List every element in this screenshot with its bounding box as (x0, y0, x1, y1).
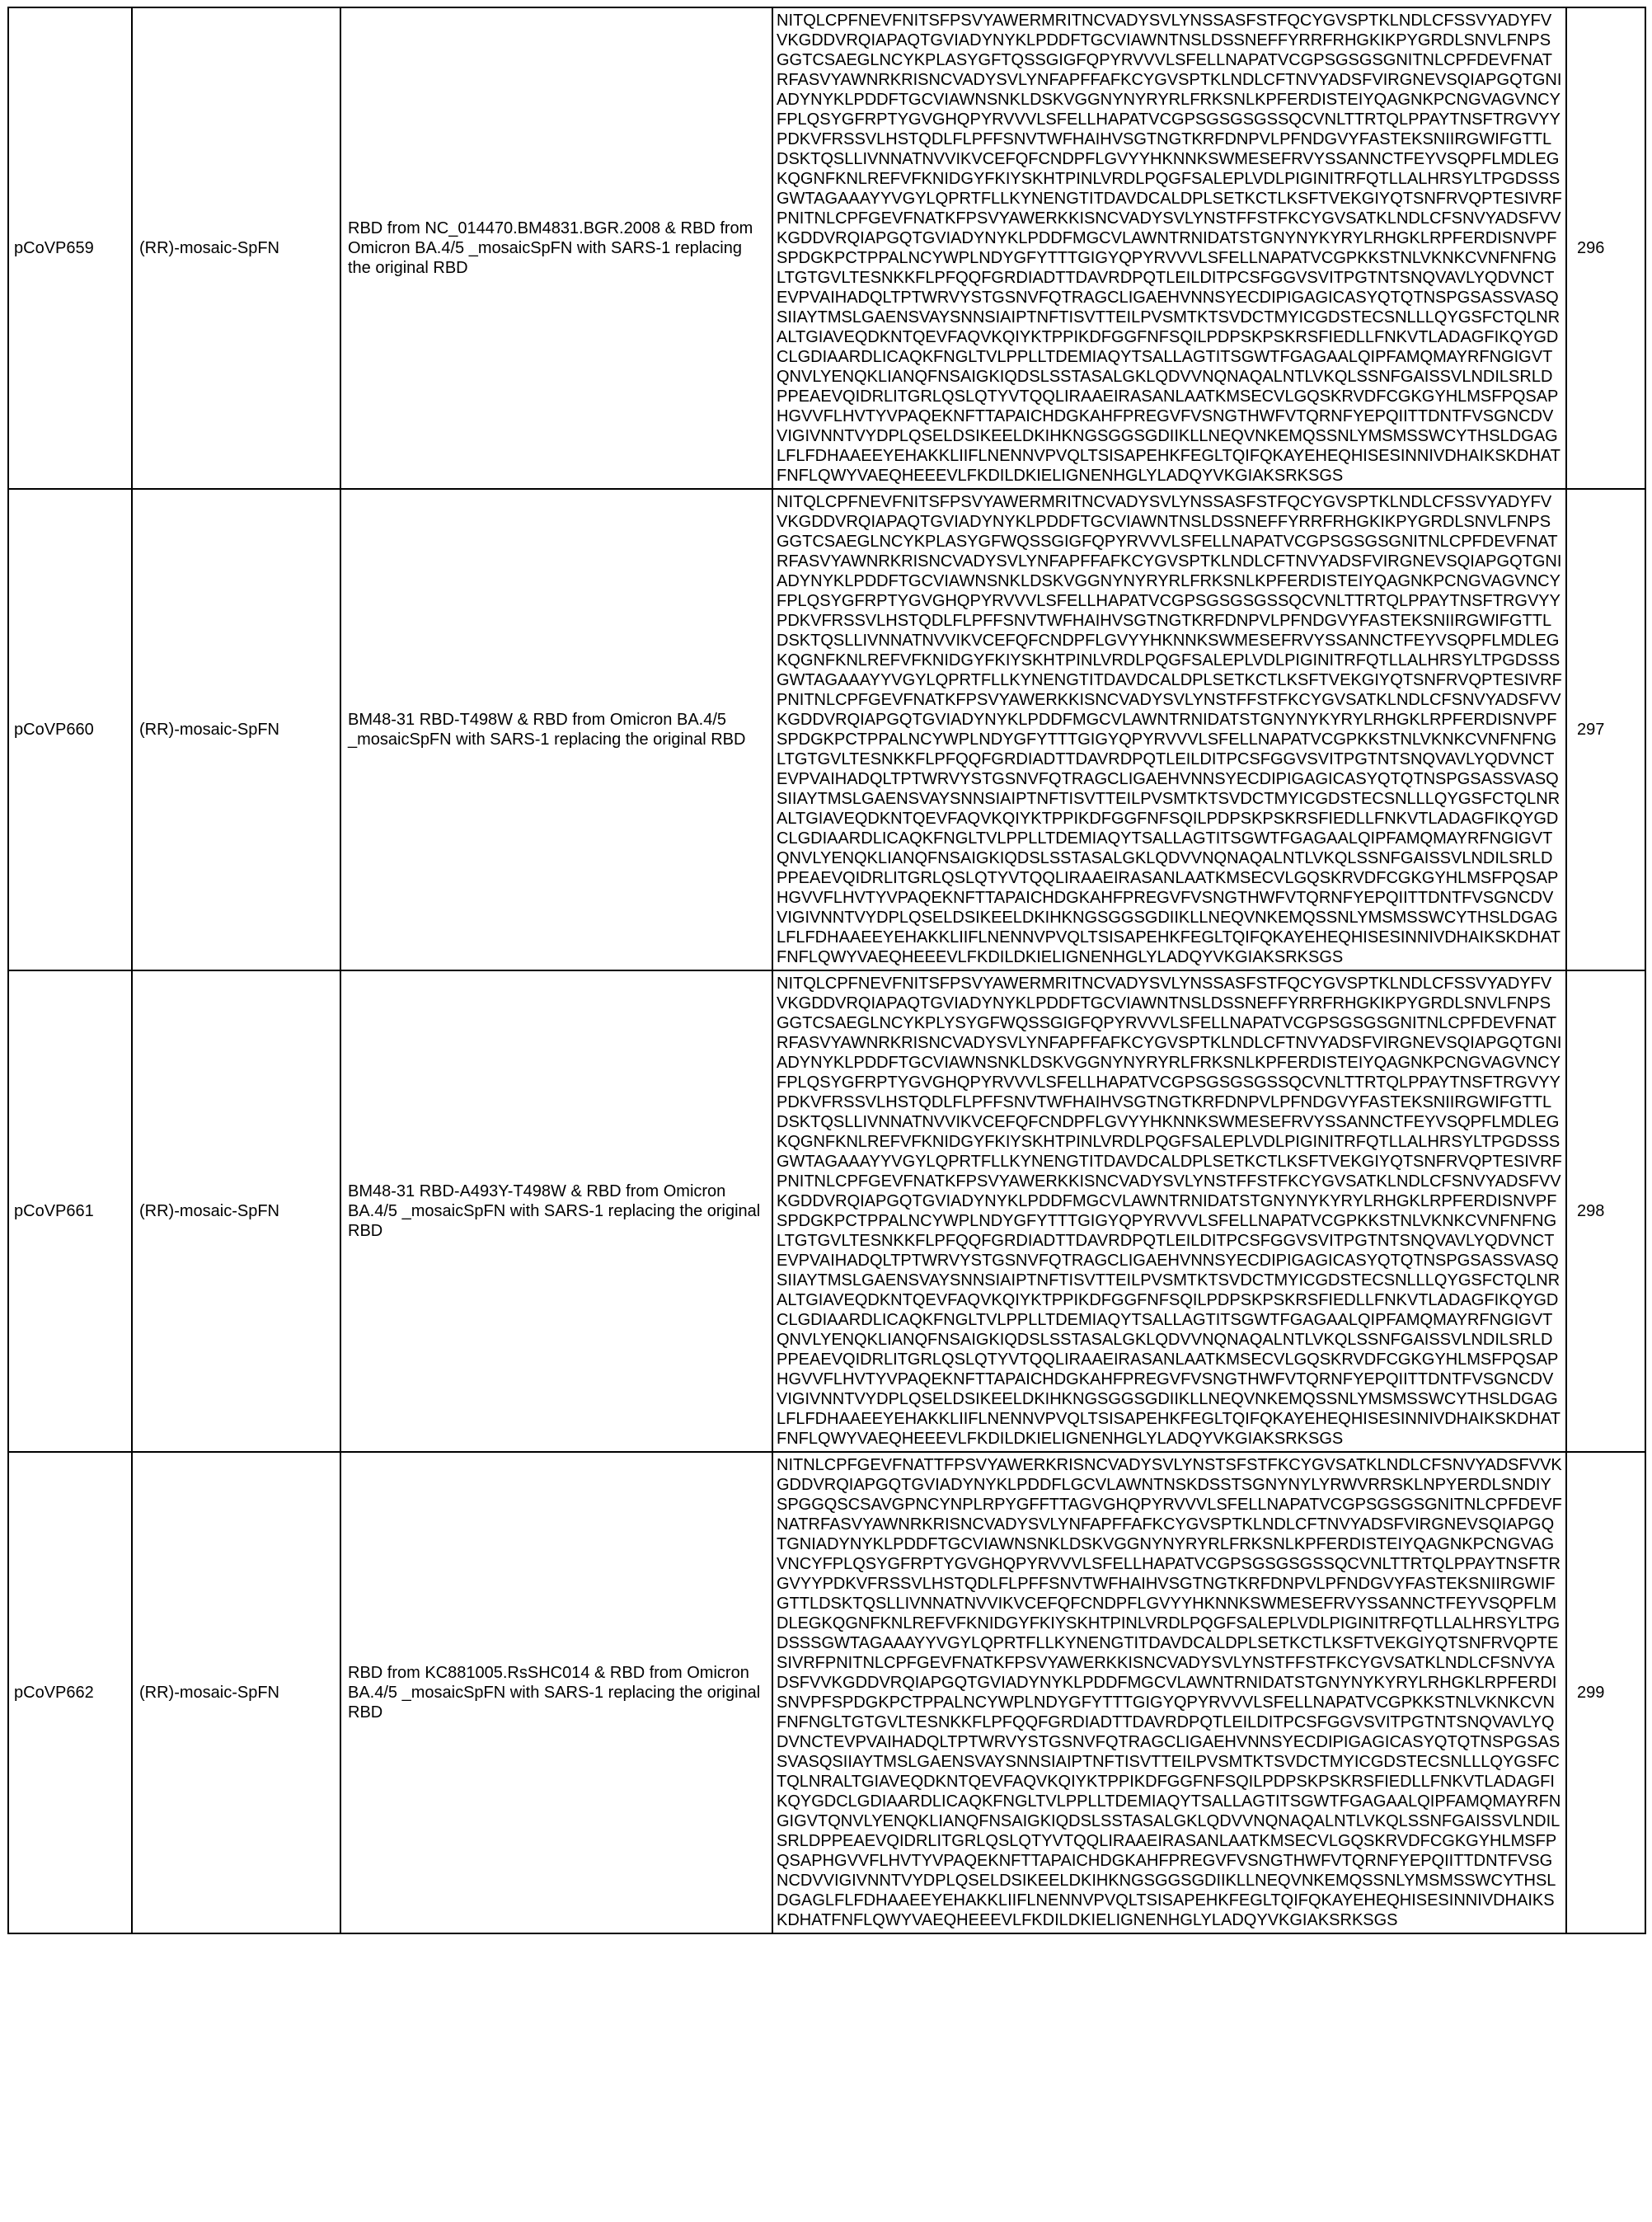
protein-sequence: NITQLCPFNEVFNITSFPSVYAWERMRITNCVADYSVLYNSSASFSTFQCYGVSPTKLNDLCFSSVYADYFVVKGDDVRQIAPAQTGVIADYNYKLPDDFTGCVIAWNTNSLDSSNEFFYRRFRHGKIKPYGRDLSNVLFNPSGGTCSAEGLNCYKPLYSYGFWQSSGIGFQPYRVVVLSFELLNAPATVCGPSGSGSGNITNLCPFDEVFNATRFASVYAWNRKRISNCVADYSVLYNFAPFFAFKCYGVSPTKLNDLCFTNVYADSFVIRGNEVSQIAPGQTGNIADYNYKLPDDFTGCVIAWNSNKLDSKVGGNYNYRYRLFRKSNLKPFERDISTEIYQAGNKPCNGVAGVNCYFPLQSYGFRPTYGVGHQPYRVVVLSFELLHAPATVCGPSGSGSGSSQCVNLTTRTQLPPAYTNSFTRGVYYPDKVFRSSVLHSTQDLFLPFFSNVTWFHAIHVSGTNGTKRFDNPVLPFNDGVYFASTEKSNIIRGWIFGTTLDSKTQSLLIVNNATNVVIKVCEFQFCNDPFLGVYYHKNNKSWMESEFRVYSSANNCTFEYVSQPFLMDLEGKQGNFKNLREFVFKNIDGYFKIYSKHTPINLVRDLPQGFSALEPLVDLPIGINITRFQTLLALHRSYLTPGDSSSGWTAGAAAYYVGYLQPRTFLLKYNENGTITDAVDCALDPLSETKCTLKSFTVEKGIYQTSNFRVQPTESIVRFPNITNLCPFGEVFNATKFPSVYAWERKKISNCVADYSVLYNSTFFSTFKCYGVSATKLNDLCFSNVYADSFVVKGDDVRQIAPGQTGVIADYNYKLPDDFMGCVLAWNTRNIDATSTGNYNYKYRYLRHGKLRPFERDISNVPFSPDGKPCTPPALNCYWPLNDYGFYTTTGIGYQPYRVVVLSFELLNAPATVCGPKKSTNLVKNKCVNFNFNGLTGTGVLTESNKKFLPFQQFGRDIADTTDAVRDPQTLEILDITPCSFGGVSVITPGTNTSNQVAVLYQDVNCTEVPVAIHADQLTPTWRVYSTGSNVFQTRAGCLIGAEHVNNSYECDIPIGAGICASYQTQTNSPGSASSVASQSIIAYTMSLGAENSVAYSNNSIAIPTNFTISVTTEILPVSMTKTSVDCTMYICGDSTECSNLLLQYGSFCTQLNRALTGIAVEQDKNTQEVFAQVKQIYKTPPIKDFGGFNFSQILPDPSKPSKRSFIEDLLFNKVTLADAGFIKQYGDCLGDIAARDLICAQKFNGLTVLPPLLTDEMIAQYTSALLAGTITSGWTFGAGAALQIPFAMQMAYRFNGIGVTQNVLYENQKLIANQFNSAIGKIQDSLSSTASALGKLQDVVNQNAQALNTLVKQLSSNFGAISSVLNDILSRLDPPEAEVQIDRLITGRLQSLQTYVTQQLIRAAEIRASANLAATKMSECVLGQSKRVDFCGKGYHLMSFPQSAPHGVVFLHVTYVPAQEKNFTTAPAICHDGKAHFPREGVFVSNGTHWFVTQRNFYEPQIITTDNTFVSGNCDVVIGIVNNTVYDPLQSELDSIKEELDKIHKNGSGGSGDIIKLLNEQVNKEMQSSNLYMSMSSWCYTHSLDGAGLFLFDHAAEEYEHAKKLIIFLNENNVPVQLTSISAPEHKFEGLTQIFQKAYEHEQHISESINNIVDHAIKSKDHATFNFLQWYVAEQHEEEVLFKDILDKIELIGNENHGLYLADQYVKGIAKSRKSGS (772, 970, 1566, 1452)
table-row (8, 489, 1645, 970)
sequence-table (7, 7, 1646, 1934)
protein-sequence: NITQLCPFNEVFNITSFPSVYAWERMRITNCVADYSVLYNSSASFSTFQCYGVSPTKLNDLCFSSVYADYFVVKGDDVRQIAPAQTGVIADYNYKLPDDFTGCVIAWNTNSLDSSNEFFYRRFRHGKIKPYGRDLSNVLFNPSGGTCSAEGLNCYKPLASYGFTQSSGIGFQPYRVVVLSFELLNAPATVCGPSGSGSGNITNLCPFDEVFNATRFASVYAWNRKRISNCVADYSVLYNFAPFFAFKCYGVSPTKLNDLCFTNVYADSFVIRGNEVSQIAPGQTGNIADYNYKLPDDFTGCVIAWNSNKLDSKVGGNYNYRYRLFRKSNLKPFERDISTEIYQAGNKPCNGVAGVNCYFPLQSYGFRPTYGVGHQPYRVVVLSFELLHAPATVCGPSGSGSGSSQCVNLTTRTQLPPAYTNSFTRGVYYPDKVFRSSVLHSTQDLFLPFFSNVTWFHAIHVSGTNGTKRFDNPVLPFNDGVYFASTEKSNIIRGWIFGTTLDSKTQSLLIVNNATNVVIKVCEFQFCNDPFLGVYYHKNNKSWMESEFRVYSSANNCTFEYVSQPFLMDLEGKQGNFKNLREFVFKNIDGYFKIYSKHTPINLVRDLPQGFSALEPLVDLPIGINITRFQTLLALHRSYLTPGDSSSGWTAGAAAYYVGYLQPRTFLLKYNENGTITDAVDCALDPLSETKCTLKSFTVEKGIYQTSNFRVQPTESIVRFPNITNLCPFGEVFNATKFPSVYAWERKKISNCVADYSVLYNSTFFSTFKCYGVSATKLNDLCFSNVYADSFVVKGDDVRQIAPGQTGVIADYNYKLPDDFMGCVLAWNTRNIDATSTGNYNYKYRYLRHGKLRPFERDISNVPFSPDGKPCTPPALNCYWPLNDYGFYTTTGIGYQPYRVVVLSFELLNAPATVCGPKKSTNLVKNKCVNFNFNGLTGTGVLTESNKKFLPFQQFGRDIADTTDAVRDPQTLEILDITPCSFGGVSVITPGTNTSNQVAVLYQDVNCTEVPVAIHADQLTPTWRVYSTGSNVFQTRAGCLIGAEHVNNSYECDIPIGAGICASYQTQTNSPGSASSVASQSIIAYTMSLGAENSVAYSNNSIAIPTNFTISVTTEILPVSMTKTSVDCTMYICGDSTECSNLLLQYGSFCTQLNRALTGIAVEQDKNTQEVFAQVKQIYKTPPIKDFGGFNFSQILPDPSKPSKRSFIEDLLFNKVTLADAGFIKQYGDCLGDIAARDLICAQKFNGLTVLPPLLTDEMIAQYTSALLAGTITSGWTFGAGAALQIPFAMQMAYRFNGIGVTQNVLYENQKLIANQFNSAIGKIQDSLSSTASALGKLQDVVNQNAQALNTLVKQLSSNFGAISSVLNDILSRLDPPEAEVQIDRLITGRLQSLQTYVTQQLIRAAEIRASANLAATKMSECVLGQSKRVDFCGKGYHLMSFPQSAPHGVVFLHVTYVPAQEKNFTTAPAICHDGKAHFPREGVFVSNGTHWFVTQRNFYEPQIITTDNTFVSGNCDVVIGIVNNTVYDPLQSELDSIKEELDKIHKNGSGGSGDIIKLLNEQVNKEMQSSNLYMSMSSWCYTHSLDGAGLFLFDHAAEEYEHAKKLIIFLNENNVPVQLTSISAPEHKFEGLTQIFQKAYEHEQHISESINNIVDHAIKSKDHATFNFLQWYVAEQHEEEVLFKDILDKIELIGNENHGLYLADQYVKGIAKSRKSGS (772, 7, 1566, 489)
seq-id-number: 299 (1566, 1452, 1645, 1933)
table-row (8, 1452, 1645, 1933)
construct-description: BM48-31 RBD-T498W & RBD from Omicron BA.4/5 _mosaicSpFN with SARS-1 replacing the original RBD (340, 489, 772, 970)
construct-type: (RR)-mosaic-SpFN (132, 489, 340, 970)
construct-type: (RR)-mosaic-SpFN (132, 970, 340, 1452)
protein-sequence: NITQLCPFNEVFNITSFPSVYAWERMRITNCVADYSVLYNSSASFSTFQCYGVSPTKLNDLCFSSVYADYFVVKGDDVRQIAPAQTGVIADYNYKLPDDFTGCVIAWNTNSLDSSNEFFYRRFRHGKIKPYGRDLSNVLFNPSGGTCSAEGLNCYKPLASYGFWQSSGIGFQPYRVVVLSFELLNAPATVCGPSGSGSGNITNLCPFDEVFNATRFASVYAWNRKRISNCVADYSVLYNFAPFFAFKCYGVSPTKLNDLCFTNVYADSFVIRGNEVSQIAPGQTGNIADYNYKLPDDFTGCVIAWNSNKLDSKVGGNYNYRYRLFRKSNLKPFERDISTEIYQAGNKPCNGVAGVNCYFPLQSYGFRPTYGVGHQPYRVVVLSFELLHAPATVCGPSGSGSGSSQCVNLTTRTQLPPAYTNSFTRGVYYPDKVFRSSVLHSTQDLFLPFFSNVTWFHAIHVSGTNGTKRFDNPVLPFNDGVYFASTEKSNIIRGWIFGTTLDSKTQSLLIVNNATNVVIKVCEFQFCNDPFLGVYYHKNNKSWMESEFRVYSSANNCTFEYVSQPFLMDLEGKQGNFKNLREFVFKNIDGYFKIYSKHTPINLVRDLPQGFSALEPLVDLPIGINITRFQTLLALHRSYLTPGDSSSGWTAGAAAYYVGYLQPRTFLLKYNENGTITDAVDCALDPLSETKCTLKSFTVEKGIYQTSNFRVQPTESIVRFPNITNLCPFGEVFNATKFPSVYAWERKKISNCVADYSVLYNSTFFSTFKCYGVSATKLNDLCFSNVYADSFVVKGDDVRQIAPGQTGVIADYNYKLPDDFMGCVLAWNTRNIDATSTGNYNYKYRYLRHGKLRPFERDISNVPFSPDGKPCTPPALNCYWPLNDYGFYTTTGIGYQPYRVVVLSFELLNAPATVCGPKKSTNLVKNKCVNFNFNGLTGTGVLTESNKKFLPFQQFGRDIADTTDAVRDPQTLEILDITPCSFGGVSVITPGTNTSNQVAVLYQDVNCTEVPVAIHADQLTPTWRVYSTGSNVFQTRAGCLIGAEHVNNSYECDIPIGAGICASYQTQTNSPGSASSVASQSIIAYTMSLGAENSVAYSNNSIAIPTNFTISVTTEILPVSMTKTSVDCTMYICGDSTECSNLLLQYGSFCTQLNRALTGIAVEQDKNTQEVFAQVKQIYKTPPIKDFGGFNFSQILPDPSKPSKRSFIEDLLFNKVTLADAGFIKQYGDCLGDIAARDLICAQKFNGLTVLPPLLTDEMIAQYTSALLAGTITSGWTFGAGAALQIPFAMQMAYRFNGIGVTQNVLYENQKLIANQFNSAIGKIQDSLSSTASALGKLQDVVNQNAQALNTLVKQLSSNFGAISSVLNDILSRLDPPEAEVQIDRLITGRLQSLQTYVTQQLIRAAEIRASANLAATKMSECVLGQSKRVDFCGKGYHLMSFPQSAPHGVVFLHVTYVPAQEKNFTTAPAICHDGKAHFPREGVFVSNGTHWFVTQRNFYEPQIITTDNTFVSGNCDVVIGIVNNTVYDPLQSELDSIKEELDKIHKNGSGGSGDIIKLLNEQVNKEMQSSNLYMSMSSWCYTHSLDGAGLFLFDHAAEEYEHAKKLIIFLNENNVPVQLTSISAPEHKFEGLTQIFQKAYEHEQHISESINNIVDHAIKSKDHATFNFLQWYVAEQHEEEVLFKDILDKIELIGNENHGLYLADQYVKGIAKSRKSGS (772, 489, 1566, 970)
plasmid-id: pCoVP659 (8, 7, 132, 489)
protein-sequence: NITNLCPFGEVFNATTFPSVYAWERKRISNCVADYSVLYNSTSFSTFKCYGVSATKLNDLCFSNVYADSFVVKGDDVRQIAPGQTGVIADYNYKLPDDFLGCVLAWNTNSKDSSTSGNYNYLYRWVRRSKLNPYERDLSNDIYSPGGQSCSAVGPNCYNPLRPYGFFTTAGVGHQPYRVVVLSFELLNAPATVCGPSGSGSGNITNLCPFDEVFNATRFASVYAWNRKRISNCVADYSVLYNFAPFFAFKCYGVSPTKLNDLCFTNVYADSFVIRGNEVSQIAPGQTGNIADYNYKLPDDFTGCVIAWNSNKLDSKVGGNYNYRYRLFRKSNLKPFERDISTEIYQAGNKPCNGVAGVNCYFPLQSYGFRPTYGVGHQPYRVVVLSFELLHAPATVCGPSGSGSGSSQCVNLTTRTQLPPAYTNSFTRGVYYPDKVFRSSVLHSTQDLFLPFFSNVTWFHAIHVSGTNGTKRFDNPVLPFNDGVYFASTEKSNIIRGWIFGTTLDSKTQSLLIVNNATNVVIKVCEFQFCNDPFLGVYYHKNNKSWMESEFRVYSSANNCTFEYVSQPFLMDLEGKQGNFKNLREFVFKNIDGYFKIYSKHTPINLVRDLPQGFSALEPLVDLPIGINITRFQTLLALHRSYLTPGDSSSGWTAGAAAYYVGYLQPRTFLLKYNENGTITDAVDCALDPLSETKCTLKSFTVEKGIYQTSNFRVQPTESIVRFPNITNLCPFGEVFNATKFPSVYAWERKKISNCVADYSVLYNSTFFSTFKCYGVSATKLNDLCFSNVYADSFVVKGDDVRQIAPGQTGVIADYNYKLPDDFMGCVLAWNTRNIDATSTGNYNYKYRYLRHGKLRPFERDISNVPFSPDGKPCTPPALNCYWPLNDYGFYTTTGIGYQPYRVVVLSFELLNAPATVCGPKKSTNLVKNKCVNFNFNGLTGTGVLTESNKKFLPFQQFGRDIADTTDAVRDPQTLEILDITPCSFGGVSVITPGTNTSNQVAVLYQDVNCTEVPVAIHADQLTPTWRVYSTGSNVFQTRAGCLIGAEHVNNSYECDIPIGAGICASYQTQTNSPGSASSVASQSIIAYTMSLGAENSVAYSNNSIAIPTNFTISVTTEILPVSMTKTSVDCTMYICGDSTECSNLLLQYGSFCTQLNRALTGIAVEQDKNTQEVFAQVKQIYKTPPIKDFGGFNFSQILPDPSKPSKRSFIEDLLFNKVTLADAGFIKQYGDCLGDIAARDLICAQKFNGLTVLPPLLTDEMIAQYTSALLAGTITSGWTFGAGAALQIPFAMQMAYRFNGIGVTQNVLYENQKLIANQFNSAIGKIQDSLSSTASALGKLQDVVNQNAQALNTLVKQLSSNFGAISSVLNDILSRLDPPEAEVQIDRLITGRLQSLQTYVTQQLIRAAEIRASANLAATKMSECVLGQSKRVDFCGKGYHLMSFPQSAPHGVVFLHVTYVPAQEKNFTTAPAICHDGKAHFPREGVFVSNGTHWFVTQRNFYEPQIITTDNTFVSGNCDVVIGIVNNTVYDPLQSELDSIKEELDKIHKNGSGGSGDIIKLLNEQVNKEMQSSNLYMSMSSWCYTHSLDGAGLFLFDHAAEEYEHAKKLIIFLNENNVPVQLTSISAPEHKFEGLTQIFQKAYEHEQHISESINNIVDHAIKSKDHATFNFLQWYVAEQHEEEVLFKDILDKIELIGNENHGLYLADQYVKGIAKSRKSGS (772, 1452, 1566, 1933)
seq-id-number: 298 (1566, 970, 1645, 1452)
plasmid-id: pCoVP662 (8, 1452, 132, 1933)
construct-description: BM48-31 RBD-A493Y-T498W & RBD from Omicron BA.4/5 _mosaicSpFN with SARS-1 replacing the original RBD (340, 970, 772, 1452)
table-row (8, 7, 1645, 489)
construct-description: RBD from NC_014470.BM4831.BGR.2008 & RBD from Omicron BA.4/5 _mosaicSpFN with SARS-1 replacing the original RBD (340, 7, 772, 489)
construct-description: RBD from KC881005.RsSHC014 & RBD from Omicron BA.4/5 _mosaicSpFN with SARS-1 replacing the original RBD (340, 1452, 772, 1933)
construct-type: (RR)-mosaic-SpFN (132, 7, 340, 489)
plasmid-id: pCoVP661 (8, 970, 132, 1452)
construct-type: (RR)-mosaic-SpFN (132, 1452, 340, 1933)
seq-id-number: 296 (1566, 7, 1645, 489)
table-row (8, 970, 1645, 1452)
seq-id-number: 297 (1566, 489, 1645, 970)
plasmid-id: pCoVP660 (8, 489, 132, 970)
